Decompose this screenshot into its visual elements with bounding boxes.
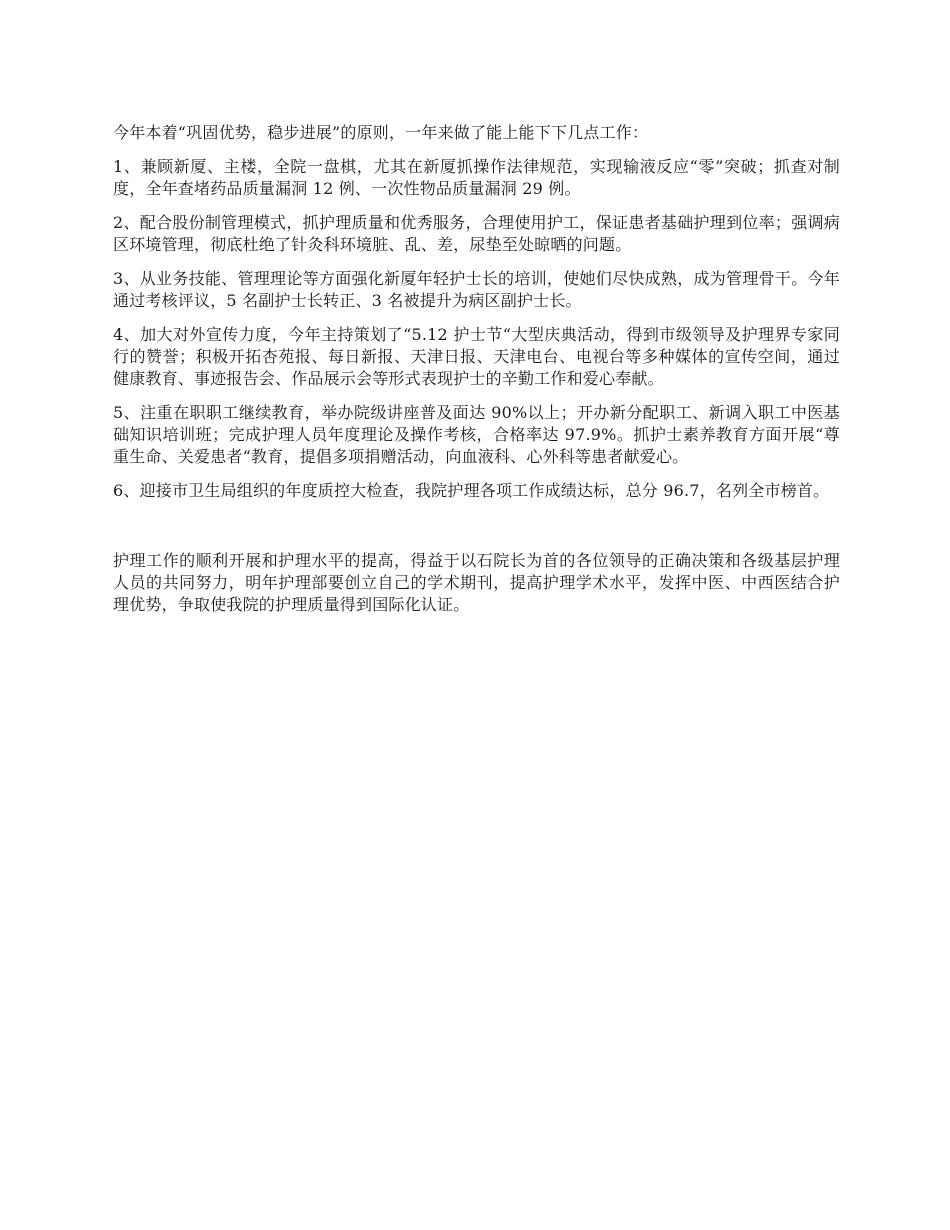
work-item-1: 1、兼顾新厦、主楼，全院一盘棋，尤其在新厦抓操作法律规范，实现输液反应“零”突破；抓查对制度，全年查堵药品质量漏洞 12 例、一次性物品质量漏洞 29 例。 — [113, 157, 840, 198]
work-item-5: 5、注重在职职工继续教育，举办院级讲座普及面达 90%以上；开办新分配职工、新调入职工中医基础知识培训班；完成护理人员年度理论及操作考核，合格率达 97.9%。抓护士素养教育方面开展“尊重生命、关爱患者“教育，提倡多项捐赠活动，向血液科、心外科等患者献爱心。 — [113, 403, 840, 466]
intro-paragraph: 今年本着“巩固优势，稳步进展”的原则，一年来做了能上能下下几点工作： — [113, 123, 649, 142]
closing-paragraph: 护理工作的顺利开展和护理水平的提高，得益于以石院长为首的各位领导的正确决策和各级基层护理人员的共同努力，明年护理部要创立自己的学术期刊，提高护理学术水平，发挥中医、中西医结合护理优势，争取使我院的护理质量得到国际化认证。 — [113, 551, 840, 614]
work-item-2: 2、配合股份制管理模式，抓护理质量和优秀服务，合理使用护工，保证患者基础护理到位率；强调病区环境管理，彻底杜绝了针灸科环境脏、乱、差，尿垫至处晾晒的问题。 — [113, 213, 840, 254]
work-item-4: 4、加大对外宣传力度，今年主持策划了“5.12 护士节“大型庆典活动，得到市级领导及护理界专家同行的赞誉；积极开拓杏苑报、每日新报、天津日报、天津电台、电视台等多种媒体的宣传空间，通过健康教育、事迹报告会、作品展示会等形式表现护士的辛勤工作和爱心奉献。 — [113, 325, 840, 388]
work-item-6: 6、迎接市卫生局组织的年度质控大检查，我院护理各项工作成绩达标，总分 96.7，名列全市榜首。 — [113, 481, 830, 500]
work-item-3: 3、从业务技能、管理理论等方面强化新厦年轻护士长的培训，使她们尽快成熟，成为管理骨干。今年通过考核评议，5 名副护士长转正、3 名被提升为病区副护士长。 — [113, 269, 840, 310]
